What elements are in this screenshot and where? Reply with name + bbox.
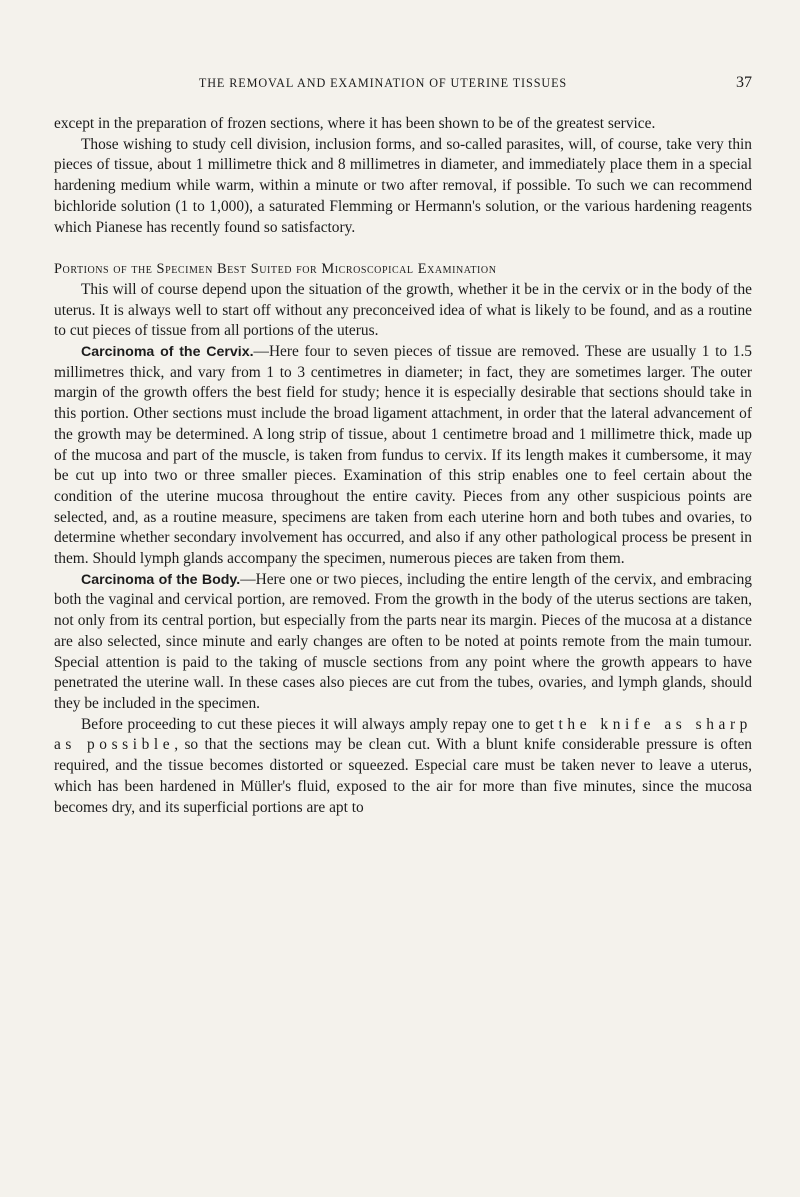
running-header xyxy=(54,76,752,96)
run-in-heading-cervix: Carcinoma of the Cervix. xyxy=(81,344,254,361)
paragraph-carcinoma-cervix xyxy=(54,342,752,570)
paragraph-carcinoma-body xyxy=(54,570,752,715)
paragraph-text-knife-end: , so that the sections may be clean cut. With a blunt knife considerable pressure is often required, and the tissue becomes distorted or squeezed. Especial care must be taken never to leave a uterus, which has been hardened in Müller's fluid, exposed to the air for more than five minutes, since the mucosa becomes dry, and its superficial portions are apt to xyxy=(54,736,752,816)
run-in-heading-body: Carcinoma of the Body. xyxy=(81,571,241,588)
paragraph-text-body: —Here one or two pieces, including the entire length of the cervix, and embracing both the vaginal and cervical portion, are removed. From the growth in the body of the uterus sections are taken, not only from its central portion, but especially from the parts near its margin. Pieces of the mucosa at a distance are also selected, since minute and early changes are often to be noted at points remote from the main tumour. Special attention is paid to the taking of muscle sections from any point where the growth appears to have penetrated the uterine wall. In these cases also pieces are cut from the tubes, ovaries, and lymph glands, should they be included in the specimen. xyxy=(54,570,752,712)
paragraph-text-cervix: —Here four to seven pieces of tissue are removed. These are usually 1 to 1.5 millimetres thick, and vary from 1 to 3 centimetres in diameter; in fact, they are sometimes larger. The outer margin of the growth offers the best field for study; hence it is especially desirable that sections should take in this portion. Other sections must include the broad ligament attachment, in order that the lateral advancement of the growth may be determined. A long strip of tissue, about 1 centimetre broad and 1 millimetre thick, made up of the mucosa and part of the muscle, is taken from fundus to cervix. If its length makes it cumbersome, it may be cut up into two or three smaller pieces. Examination of this strip enables one to feel certain about the condition of the uterine mucosa throughout the entire cavity. Pieces from any other suspicious points are selected, and, as a routine measure, specimens are taken from each uterine horn and both tubes and ovaries, to determine whether secondary involvement has occurred, and also if any other pathological process be present in them. Should lymph glands accompany the specimen, numerous pieces are taken from them. xyxy=(54,343,752,568)
page-number: 37 xyxy=(736,74,752,91)
paragraph-continuation: except in the preparation of frozen sections, where it has been shown to be of the greatest service. xyxy=(54,115,656,132)
running-title: THE REMOVAL AND EXAMINATION OF UTERINE TISSUES xyxy=(198,76,568,90)
paragraph-text-knife-start: Before proceeding to cut these pieces it will always amply repay one to get xyxy=(81,715,559,733)
page-body xyxy=(54,114,752,818)
paragraph-knife xyxy=(54,715,752,819)
paragraph-situation: This will of course depend upon the situation of the growth, whether it be in the cervix or in the body of the uterus. It is always well to start off without any preconceived idea of what is likely to be found, and as a routine to cut pieces of tissue from all portions of the uterus. xyxy=(54,280,752,340)
spaced-emphasis: the knife as sharp as possible xyxy=(54,715,752,754)
section-heading: Portions of the Specimen Best Suited for Microscopical Examination xyxy=(54,261,497,278)
paragraph-cell-division: Those wishing to study cell division, inclusion forms, and so-called parasites, will, of course, take very thin pieces of tissue, about 1 millimetre thick and 8 millimetres in diameter, and immediately place them in a special hardening medium while warm, within a minute or two after removal, if possible. To such we can recommend bichloride solution (1 to 1,000), a saturated Flemming or Hermann's solution, or the various hardening reagents which Pianese has recently found so satisfactory. xyxy=(54,135,752,236)
